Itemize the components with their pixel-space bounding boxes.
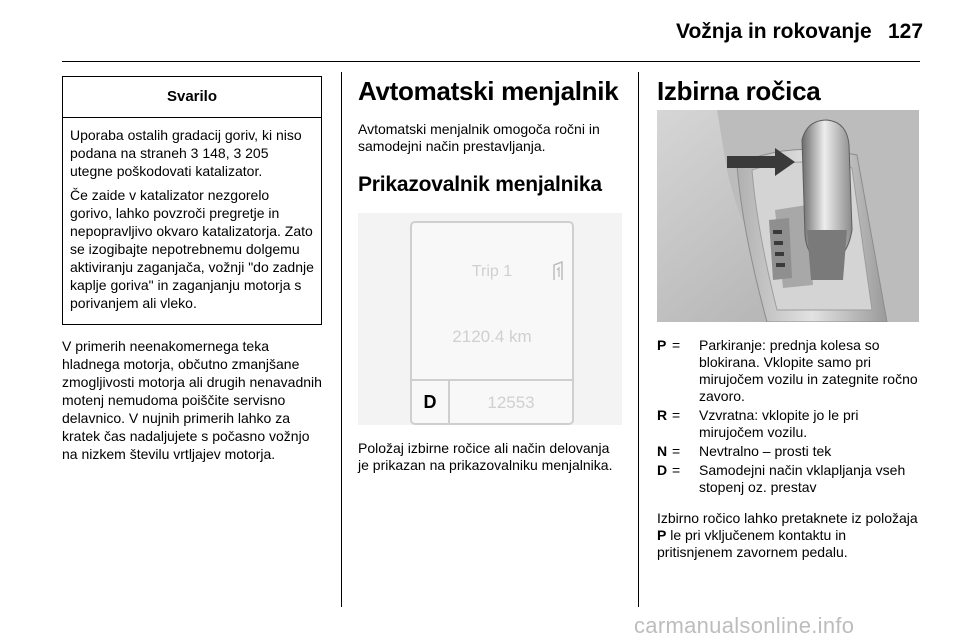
paragraph: V primerih neenakomernega teka hladnega motorja, občutno zmanjšane zmogljivosti motorja ali drugih nenavadnih motenj nemudoma poiščite servisno delavnico. V nujnih primerih lahko za kratek čas nadaljujete s počasno vožnjo na nizkem številu vrtljajev motorja.: [62, 338, 322, 462]
section-heading: Avtomatski menjalnik: [358, 76, 619, 106]
gear-letter: D: [423, 392, 437, 412]
transmission-display-figure: [358, 213, 622, 425]
warning-body: [63, 118, 321, 324]
definition-equals: =: [672, 407, 681, 423]
warning-paragraph: Če zaide v katalizator nezgorelo gorivo, lahko povzroči pregretje in nepopravljivo okvaro katalizatorja. Zato se izogibajte nepotrebnemu dolgemu aktiviranju zaganjača, vožnji "do zadnje kaplje goriva" in zaganjanju motorja s porivanjem ali vleko.: [70, 187, 314, 311]
position-p-bold: P: [657, 527, 667, 543]
gear-positions-list: [657, 337, 920, 498]
definition-text: Vzvratna: vklopite jo le pri mirujočem vozilu.: [699, 407, 859, 440]
display-trip-label: Trip 1: [471, 263, 513, 280]
selector-lever-photo: [657, 110, 919, 322]
gear-cell: [412, 381, 450, 425]
definition-item: [657, 462, 920, 496]
definition-equals: =: [672, 462, 681, 478]
subsection-heading: Prikazovalnik menjalnika: [358, 173, 602, 196]
warning-paragraph: Uporaba ostalih gradacij goriv, ki niso podana na straneh 3 148, 3 205 utegne poškodovati katalizator.: [70, 127, 302, 179]
display-odometer: 12553: [487, 393, 535, 412]
body-text: [62, 337, 322, 463]
chapter-title: Vožnja in rokovanje: [676, 20, 872, 43]
column-divider-2: [638, 72, 639, 607]
definition-key: R: [657, 407, 668, 423]
display-distance: 2120.4 km: [452, 327, 532, 346]
page-number: 127: [888, 20, 924, 43]
header-divider: [62, 61, 920, 62]
definition-key: D: [657, 462, 668, 478]
definition-text: Nevtralno – prosti tek: [699, 443, 832, 459]
paragraph-text: Izbirno ročico lahko pretaknete iz položaja: [657, 510, 918, 526]
watermark: carmanualsonline.info: [634, 613, 855, 638]
display-caption: Položaj izbirne ročice ali način delovanja je prikazan na prikazovalniku menjalnika.: [358, 440, 613, 473]
definition-item: [657, 337, 920, 405]
section-heading: Izbirna ročica: [657, 76, 821, 106]
intro-paragraph: Avtomatski menjalnik omogoča ročni in samodejni način prestavljanja.: [358, 121, 600, 154]
warning-heading: Svarilo: [63, 77, 321, 118]
definition-item: [657, 443, 920, 460]
definition-text: Parkiranje: prednja kolesa so blokirana. Vklopite samo pri mirujočem vozilu in zategnite ročno zavoro.: [699, 337, 918, 404]
display-frame: [410, 221, 574, 425]
paragraph-text: le pri vključenem kontaktu in pritisnjenem zavornem pedalu.: [657, 527, 848, 560]
definition-text: Samodejni način vklapljanja vseh stopenj oz. prestav: [699, 462, 906, 495]
definition-equals: =: [672, 443, 681, 459]
definition-equals: =: [672, 337, 681, 353]
page-header: [0, 0, 960, 64]
definition-key: P: [657, 337, 667, 353]
display-bottom-row: [412, 379, 572, 425]
definition-key: N: [657, 443, 668, 459]
column-divider-1: [341, 72, 342, 607]
column-2: [358, 76, 623, 197]
column-1: [62, 76, 322, 463]
gear-lever-illustration: [657, 110, 919, 322]
warning-box: [62, 76, 322, 325]
definition-item: [657, 407, 920, 441]
closing-paragraph: [657, 510, 922, 561]
